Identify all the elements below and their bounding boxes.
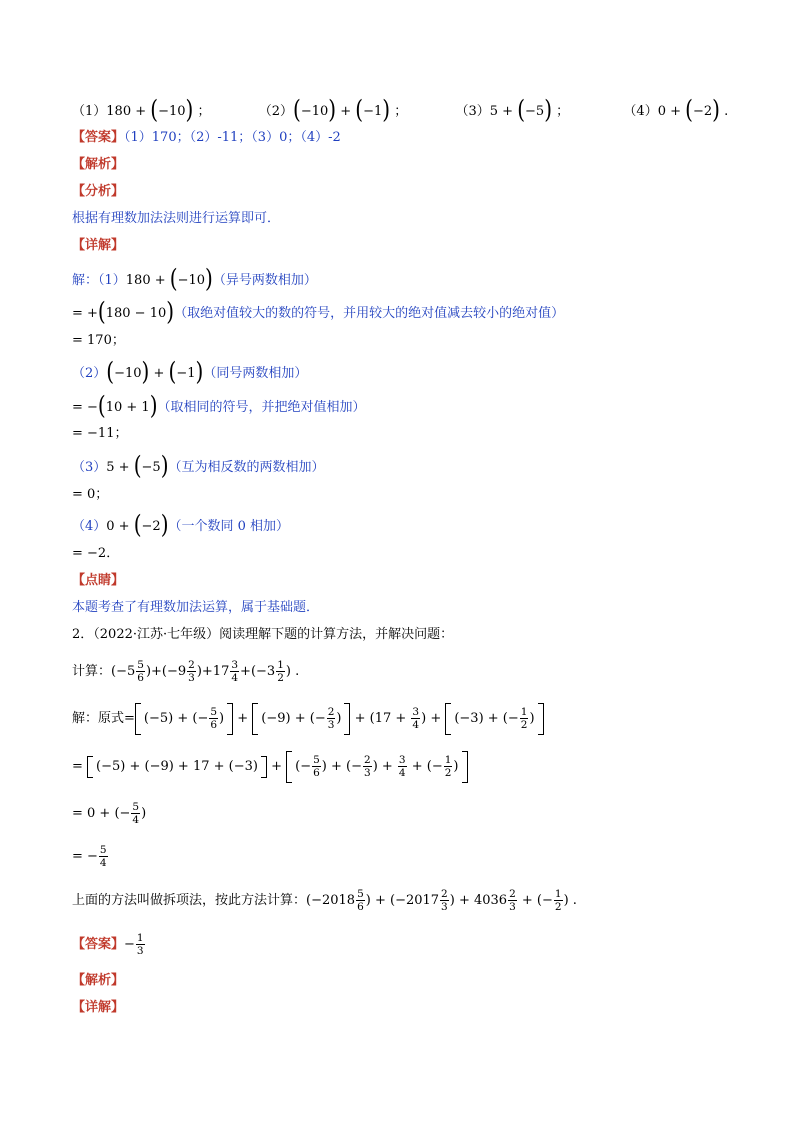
q1-item-3: （3）5 + (−5) ；: [455, 94, 570, 124]
q1-answer-line: [72, 129, 341, 147]
q1-item-2: （2）(−10) + (−1) ；: [258, 94, 408, 124]
q2-solve-line-4: = − $\frac{5}{4}$: [72, 844, 107, 869]
step-5: = −(10 + 1)（取相同的符号，并把绝对值相加）: [72, 390, 366, 420]
step-6: = −11；: [72, 426, 128, 441]
q2-jiexi-tag: 【解析】: [72, 973, 125, 988]
q2-calc: 计算：(−5 $\frac{5}{6}$ )+(−9 $\frac{2}{3}$ )+17 $\frac{3}{4}$ +(−3 $\frac{1}{2}$ ) .: [72, 659, 300, 684]
q2-solve-line-2: = (−5) + (−9) + 17 + (−3) + (− $\frac{5}{6}$ ) + (− $\frac{2}{3}$ ) + $\frac{3}{4}$ + (− $\frac{1}{2}$ ): [72, 748, 468, 786]
q2-solve-line-1: 解：原式= (−5) + (− $\frac{5}{6}$ ) + (−9) + (− $\frac{2}{3}$ ) + (17 + $\frac{3}{4}$ ) + (−3) + (− $\frac{1}{2}$ ): [72, 700, 544, 738]
dianjing-tag: 【点睛】: [72, 573, 125, 588]
q2-method: 上面的方法叫做拆项法，按此方法计算：(−2018 $\frac{5}{6}$ ) + (−2017 $\frac{2}{3}$ ) + 4036 $\frac{2}{3}$ + (− $\frac{1}{2}$ ) .: [72, 888, 577, 913]
answer-tag: 【答案】: [72, 937, 125, 952]
jiexi-tag: 【解析】: [72, 157, 125, 172]
answer-tag: 【答案】: [72, 130, 125, 145]
step-10: = −2．: [72, 546, 120, 561]
q2-xiangjie-tag: 【详解】: [72, 1000, 125, 1015]
step-7: （3）5 + (−5)（互为相反数的两数相加）: [72, 450, 325, 480]
xiangjie-tag: 【详解】: [72, 238, 125, 253]
step-9: （4）0 + (−2)（一个数同 0 相加）: [72, 509, 290, 539]
step-3: = 170；: [72, 333, 125, 348]
q1-items-row: [72, 94, 729, 124]
fenxi-text: 根据有理数加法法则进行运算即可．: [72, 211, 281, 226]
q1-answer: （1）170；（2）-11；（3）0；（4）-2: [124, 130, 341, 145]
fenxi-tag: 【分析】: [72, 184, 125, 199]
step-1: 解：（1）180 + (−10)（异号两数相加）: [72, 263, 317, 293]
step-8: = 0；: [72, 487, 109, 502]
q1-item-1: （1）180 + (−10) ；: [72, 94, 211, 124]
q2-header: 2．（2022·江苏·七年级）阅读理解下题的计算方法，并解决问题：: [72, 627, 454, 642]
q2-solve-line-3: = 0 + (− $\frac{5}{4}$ ): [72, 801, 147, 826]
q1-item-4: （4）0 + (−2) .: [623, 94, 729, 124]
step-4: （2）(−10) + (−1)（同号两数相加）: [72, 356, 308, 386]
dianjing-text: 本题考查了有理数加法运算，属于基础题．: [72, 600, 320, 615]
step-2: = +(180 − 10)（取绝对值较大的数的符号，并用较大的绝对值减去较小的绝对值）: [72, 296, 565, 326]
q2-answer-line: 【答案】− $\frac{1}{3}$: [72, 932, 144, 957]
